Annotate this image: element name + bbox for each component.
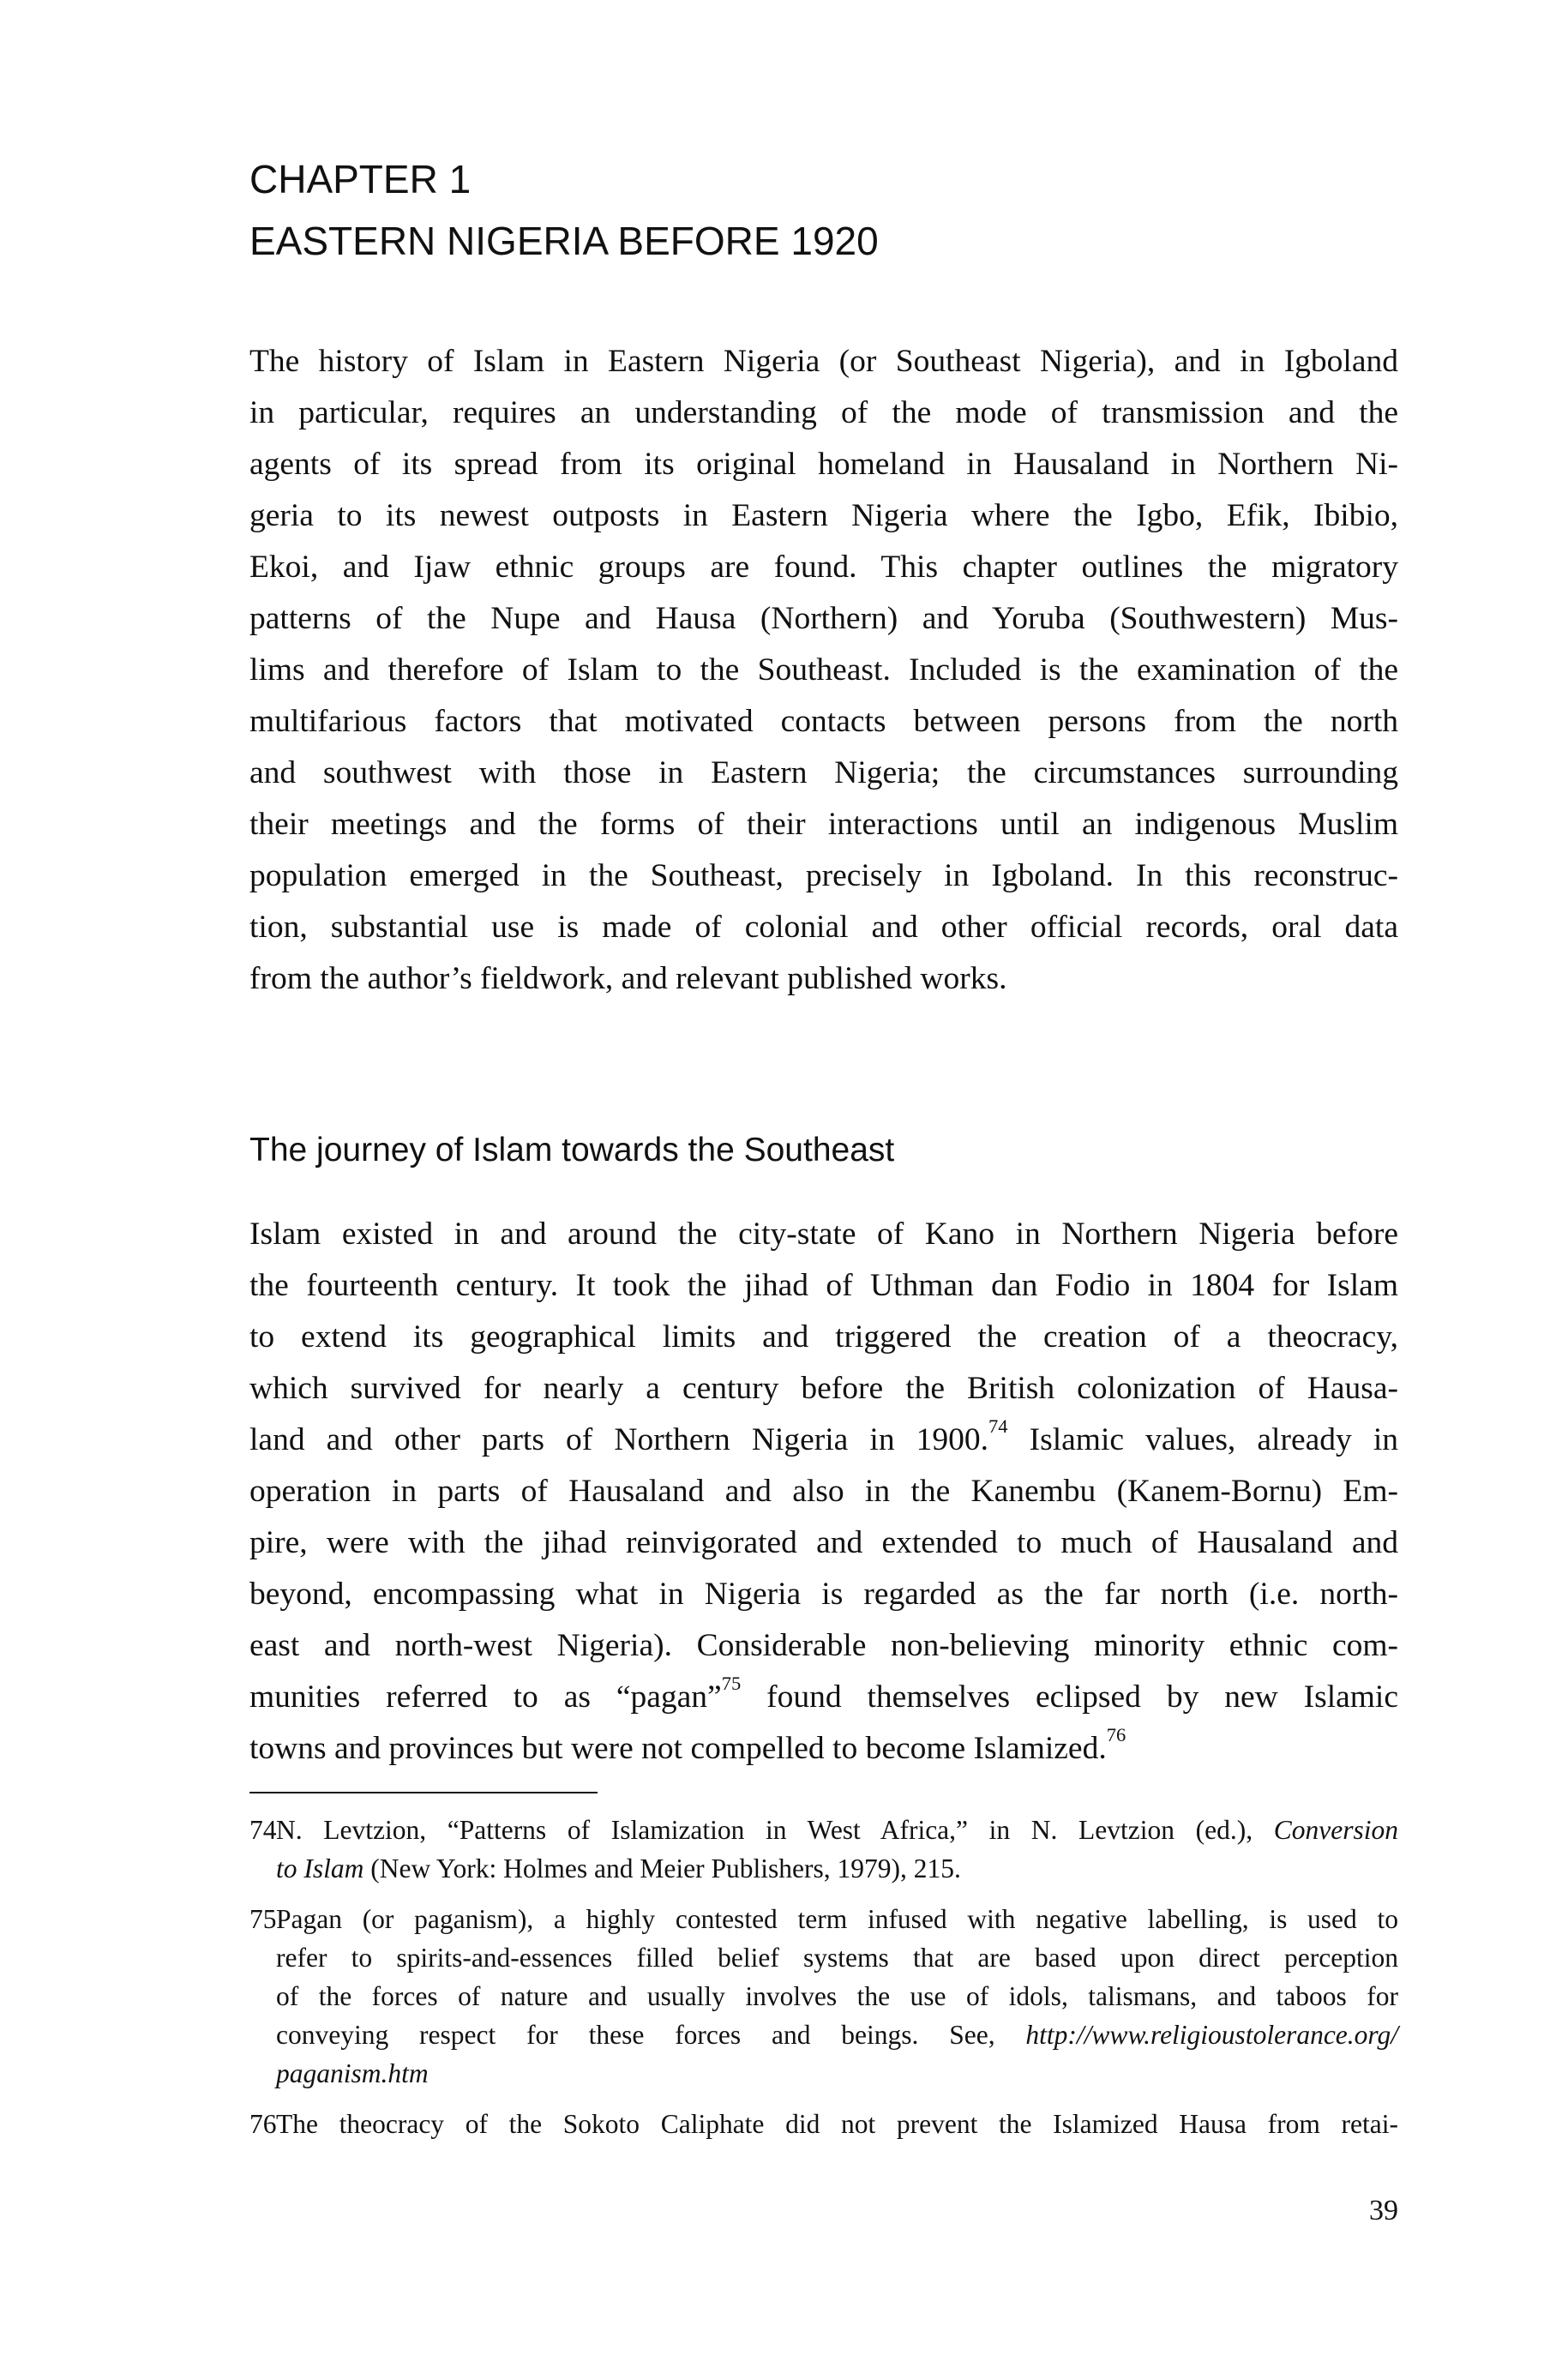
text-line: and southwest with those in Eastern Nigeria; the circumstances surrounding <box>249 755 1398 790</box>
footnote-number: 74 <box>249 1815 277 1845</box>
text-line: which survived for nearly a century before the British colonization of Hausa- <box>249 1371 1398 1406</box>
text-line: in particular, requires an understanding of the mode of transmission and the <box>249 395 1398 430</box>
footnote-text <box>276 1811 1398 1888</box>
section-paragraph <box>249 1209 1398 1775</box>
text-line: munities referred to as “pagan”$^{75}$ found themselves eclipsed by new Islamic <box>249 1672 1398 1715</box>
text-line: Ekoi, and Ijaw ethnic groups are found. This chapter outlines the migratory <box>249 550 1398 585</box>
footnote-text <box>276 1900 1398 2093</box>
footnote-line: refer to spirits-and-essences filled belief systems that are based upon direct perception <box>276 1943 1398 1973</box>
footnote-line: Pagan (or paganism), a highly contested term infused with negative labelling, is used to <box>276 1904 1398 1934</box>
footnote-reference[interactable]: 76 <box>1106 1723 1126 1745</box>
chapter-title: EASTERN NIGERIA BEFORE 1920 <box>249 219 879 263</box>
footnote-reference[interactable]: 75 <box>721 1672 742 1694</box>
italic-text: http://www.religioustolerance.org/ <box>1025 2020 1398 2050</box>
text-line: from the author’s fieldwork, and relevant published works. <box>249 961 1007 996</box>
footnote-divider <box>249 1792 598 1793</box>
footnote <box>249 1811 1398 1888</box>
text-line: to extend its geographical limits and triggered the creation of a theocracy, <box>249 1319 1398 1355</box>
text-line: their meetings and the forms of their interactions until an indigenous Muslim <box>249 807 1398 842</box>
text-line: The history of Islam in Eastern Nigeria (or Southeast Nigeria), and in Igboland <box>249 344 1398 379</box>
footnote-number: 75 <box>249 1904 277 1934</box>
text-line: geria to its newest outposts in Eastern Nigeria where the Igbo, Efik, Ibibio, <box>249 498 1398 533</box>
chapter-number: CHAPTER 1 <box>249 157 472 201</box>
text-line: pire, were with the jihad reinvigorated and extended to much of Hausaland and <box>249 1525 1398 1560</box>
text-line: lims and therefore of Islam to the Southeast. Included is the examination of the <box>249 652 1398 688</box>
footnote-line: conveying respect for these forces and beings. See, http://www.religioustolerance.org/ <box>276 2020 1398 2050</box>
footnote-line <box>276 2054 1398 2093</box>
footnote <box>249 2105 1398 2143</box>
footnote-line: The theocracy of the Sokoto Caliphate did not prevent the Islamized Hausa from retai- <box>276 2109 1398 2139</box>
italic-text: paganism.htm <box>276 2058 429 2088</box>
text-line: patterns of the Nupe and Hausa (Northern) and Yoruba (Southwestern) Mus- <box>249 601 1398 636</box>
text-line: towns and provinces but were not compelled to become Islamized.$^{76}$ <box>249 1723 1126 1766</box>
italic-text: Conversion <box>1273 1815 1398 1845</box>
text-line: the fourteenth century. It took the jihad of Uthman dan Fodio in 1804 for Islam <box>249 1268 1398 1303</box>
footnote-text <box>276 2105 1398 2143</box>
text-line: multifarious factors that motivated contacts between persons from the north <box>249 704 1398 739</box>
footnote-line: to Islam (New York: Holmes and Meier Publishers, 1979), 215. <box>276 1853 961 1883</box>
text-line: tion, substantial use is made of colonial and other official records, oral data <box>249 910 1398 945</box>
text-line: operation in parts of Hausaland and also in the Kanembu (Kanem-Bornu) Em- <box>249 1474 1398 1509</box>
text-line: east and north-west Nigeria). Considerable non-believing minority ethnic com- <box>249 1628 1398 1663</box>
text-line: population emerged in the Southeast, precisely in Igboland. In this reconstruc- <box>249 858 1398 893</box>
italic-text: to Islam <box>276 1853 364 1883</box>
text-line: land and other parts of Northern Nigeria in 1900.74 Islamic values, already in <box>249 1415 1399 1457</box>
page-number: 39 <box>1369 2195 1398 2226</box>
footnote-line: of the forces of nature and usually involves the use of idols, talismans, and taboos for <box>276 1981 1398 2011</box>
text-line: agents of its spread from its original homeland in Hausaland in Northern Ni- <box>249 447 1398 482</box>
text-line: beyond, encompassing what in Nigeria is regarded as the far north (i.e. north- <box>249 1577 1398 1612</box>
footnote <box>249 1900 1398 2093</box>
footnote-reference[interactable]: 74 <box>988 1415 1008 1437</box>
text-line: Islam existed in and around the city-state of Kano in Northern Nigeria before <box>249 1217 1398 1252</box>
intro-paragraph <box>249 336 1398 1005</box>
footnote-number: 76 <box>249 2109 277 2139</box>
section-heading: The journey of Islam towards the Southeast <box>249 1132 895 1168</box>
footnote-line: N. Levtzion, “Patterns of Islamization in West Africa,” in N. Levtzion (ed.), Conversion <box>276 1815 1398 1845</box>
